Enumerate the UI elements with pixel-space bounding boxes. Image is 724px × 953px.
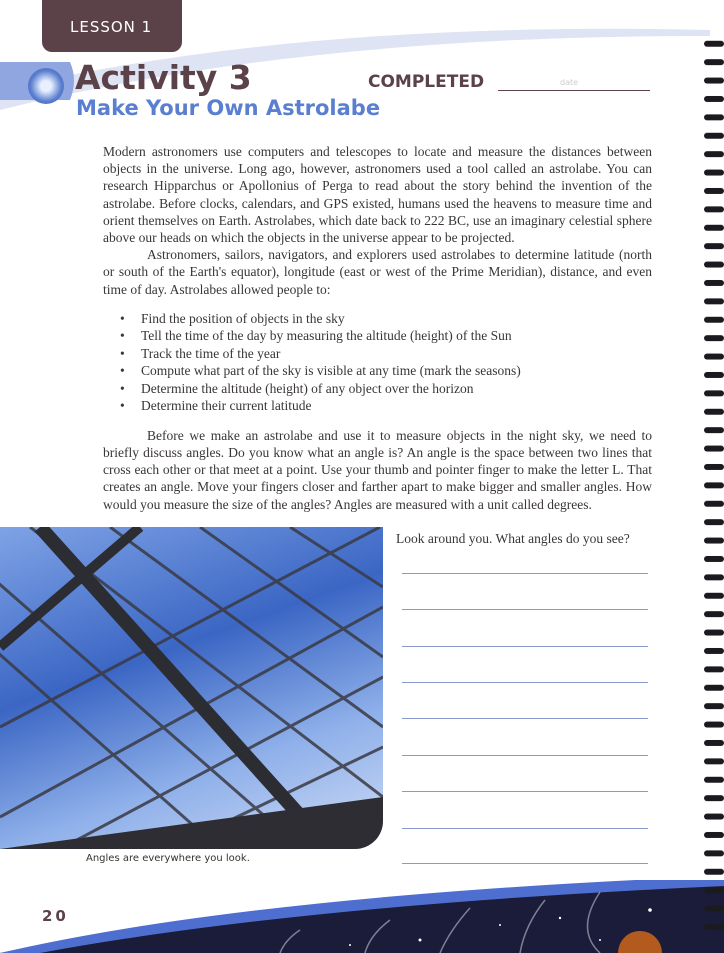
answer-line[interactable] [402,755,648,756]
completed-date-field[interactable] [498,90,650,91]
answer-line[interactable] [402,682,648,683]
list-item: • Track the time of the year [120,345,724,363]
answer-line[interactable] [402,573,648,574]
completed-label: COMPLETED [368,72,485,92]
glass-roof-photo [0,527,383,849]
spiral-binding [702,0,724,953]
photo-caption: Angles are everywhere you look. [86,852,250,864]
spiral-galaxy-icon [28,68,64,104]
date-hint: date [560,78,579,87]
answer-line[interactable] [402,828,648,829]
page-number: 20 [42,907,69,925]
list-item: • Compute what part of the sky is visible at any time (mark the seasons) [120,362,724,380]
angles-paragraph: Before we make an astrolabe and use it to measure objects in the night sky, we need to briefly discuss angles. Do you know what an angle is? An angle is the space between two lines that cross each other or that meet at a point. Use your thumb and pointer finger to make the letter L. That creates an angle. Move your fingers closer and farther apart to make bigger and smaller angles. How would you measure the size of the angles? Angles are measured with a unit called degrees. [103,427,652,512]
list-item: • Determine their current latitude [120,397,724,415]
space-footer-banner [0,880,724,953]
astrolabe-uses-paragraph: Astronomers, sailors, navigators, and explorers used astrolabes to determine latitude (north or south of the Earth's equator), longitude (east or west of the Prime Meridian), distance, and even time of day. Astrolabes allowed people to: [103,247,652,297]
answer-line[interactable] [402,863,648,864]
photo-and-question-section [0,527,724,867]
activity-subtitle: Make Your Own Astrolabe [76,96,381,120]
answer-line[interactable] [402,609,648,610]
list-item: • Determine the altitude (height) of any object over the horizon [120,380,724,398]
list-item: • Find the position of objects in the sky [120,310,724,328]
answer-line[interactable] [402,718,648,719]
intro-paragraph: Modern astronomers use computers and telescopes to locate and measure the distances between objects in the universe. Long ago, however, astronomers used a tool called an astrolabe. You can research Hipparchus or Apollonius of Perga to read about the story behind the invention of the astrolabe. Before clocks, calendars, and GPS existed, humans used the heavens to measure time and orient themselves on Earth. Astrolabes, which date back to 222 BC, use an imaginary celestial sphere above our heads on which the objects in the universe appear to be projected. [103,144,652,246]
list-item: • Tell the time of the day by measuring the altitude (height) of the Sun [120,327,724,345]
body-content [0,143,724,867]
lesson-tab: LESSON 1 [42,0,182,52]
answer-line[interactable] [402,646,648,647]
astrolabe-uses-list [120,310,724,415]
activity-title: Activity 3 [75,58,252,97]
answer-line[interactable] [402,791,648,792]
question-prompt: Look around you. What angles do you see? [396,530,630,546]
